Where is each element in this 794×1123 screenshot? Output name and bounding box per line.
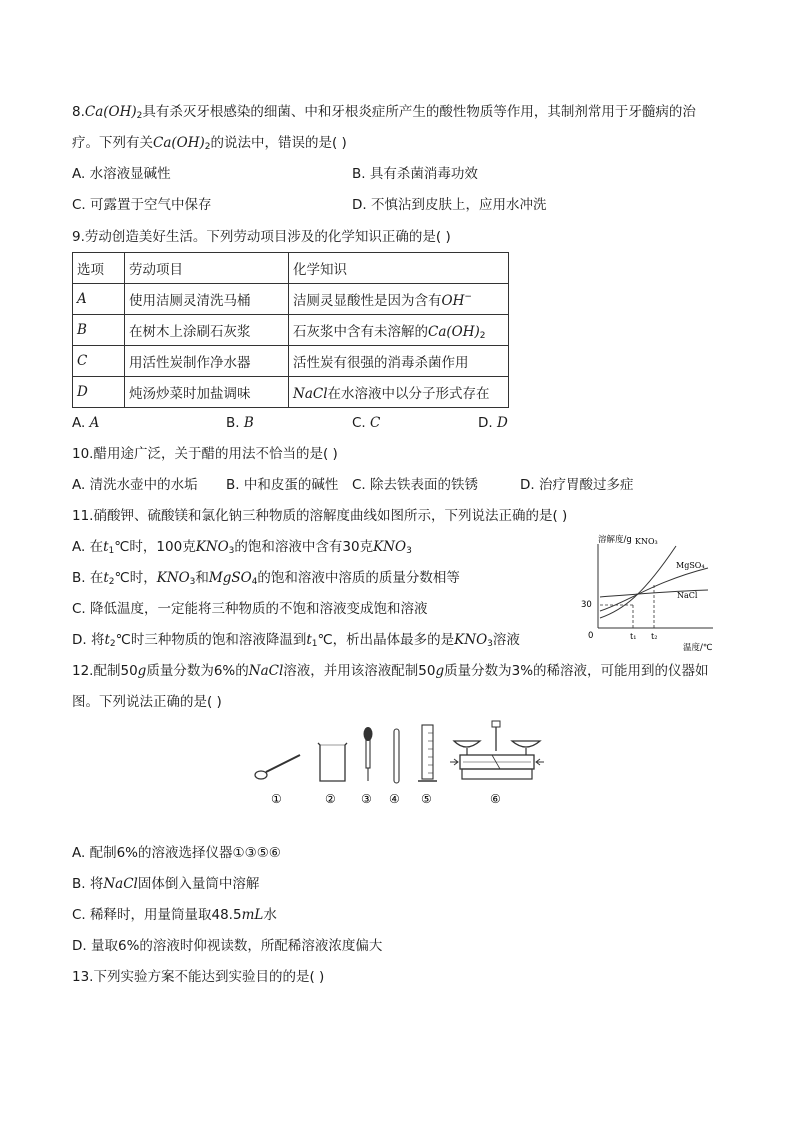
formula-nacl: NaCl	[103, 876, 138, 892]
series-label-nacl: NaCl	[677, 591, 698, 600]
q8-option-c[interactable]: C. 可露置于空气中保存	[72, 197, 212, 213]
label-instrument-6: ⑥	[490, 792, 501, 806]
formula-caoh2: Ca(OH)	[428, 323, 480, 340]
subscript: 3	[189, 577, 196, 587]
formula-caoh2: Ca(OH)	[84, 104, 137, 120]
subscript: 2	[109, 639, 116, 649]
q9-option-c[interactable]	[352, 413, 380, 433]
option-letter: D.	[478, 415, 493, 431]
table-row	[73, 315, 509, 346]
table-cell-option: B	[73, 315, 125, 346]
table-row	[73, 377, 509, 408]
text: 水	[263, 907, 277, 923]
table-cell-knowledge	[289, 377, 509, 408]
instruments-figure	[248, 715, 548, 810]
table-cell-option: C	[73, 346, 125, 377]
q10-option-d[interactable]: D. 治疗胃酸过多症	[520, 477, 634, 493]
q11-stem: 11.硝酸钾、硫酸镁和氯化钠三种物质的溶解度曲线如图所示，下列说法正确的是( )	[72, 508, 568, 524]
q12-option-a[interactable]: A. 配制6%的溶液选择仪器①③⑤⑥	[72, 845, 281, 861]
option-value: B	[243, 415, 254, 431]
q8-option-d[interactable]: D. 不慎沾到皮肤上，应用水冲洗	[352, 197, 547, 213]
q11-option-c[interactable]: C. 降低温度，一定能将三种物质的不饱和溶液变成饱和溶液	[72, 601, 428, 617]
subscript: 1	[311, 639, 318, 649]
text: 质量分数为3%的稀溶液，可能用到的仪器如	[444, 663, 709, 679]
text: C. 稀释时，用量筒量取48.5	[72, 907, 242, 923]
formula-kno3: KNO	[195, 539, 229, 555]
text: 洁厕灵显酸性是因为含有	[293, 293, 442, 309]
table-header: 选项	[73, 253, 125, 284]
q12-stem-line2: 图。下列说法正确的是( )	[72, 694, 222, 710]
option-letter: C.	[352, 415, 366, 431]
q8-text2a: 疗。下列有关	[72, 135, 153, 151]
option-value: C	[370, 415, 381, 431]
q13-stem: 13.下列实验方案不能达到实验目的的是( )	[72, 969, 325, 985]
q8-text: 具有杀灭牙根感染的细菌、中和牙根炎症所产生的酸性物质等作用，其制剂常用于牙髓病的治	[142, 104, 696, 120]
temp-symbol: t	[103, 570, 109, 586]
q9-option-d[interactable]	[478, 413, 508, 433]
option-letter: A.	[72, 415, 86, 431]
balance-scale-icon	[450, 721, 544, 779]
text: 和	[195, 570, 209, 586]
superscript: −	[464, 292, 472, 302]
unit: g	[435, 663, 445, 679]
number: 50	[418, 663, 436, 679]
subscript: 3	[406, 546, 412, 556]
formula-caoh2: Ca(OH)	[153, 135, 205, 151]
q10-option-c[interactable]: C. 除去铁表面的铁锈	[352, 477, 479, 493]
unit: g	[137, 663, 147, 679]
text: 的饱和溶液中含有30克	[234, 539, 374, 555]
table-row	[73, 346, 509, 377]
unit: mL	[241, 907, 264, 923]
q8-text2b: 的说法中，错误的是( )	[210, 135, 347, 151]
table-cell-project: 使用洁厕灵清洗马桶	[125, 284, 289, 315]
text: B. 将	[72, 876, 104, 892]
table-cell-project: 用活性炭制作净水器	[125, 346, 289, 377]
y-axis-label: 溶解度/g	[598, 535, 632, 545]
text: ℃时，100克	[114, 539, 196, 555]
label-instrument-2: ②	[325, 792, 336, 806]
q9-table	[72, 252, 509, 408]
beaker-icon	[318, 743, 347, 781]
text: 溶液，并用该溶液配制	[283, 663, 419, 679]
q9-stem: 9.劳动创造美好生活。下列劳动项目涉及的化学知识正确的是( )	[72, 229, 451, 245]
y-tick-label: 30	[581, 600, 592, 610]
q10-stem: 10.醋用途广泛，关于醋的用法不恰当的是( )	[72, 446, 338, 462]
subscript: 2	[108, 577, 115, 587]
q8-stem-line2	[72, 133, 347, 157]
option-value: A	[89, 415, 100, 431]
origin-label: 0	[588, 631, 594, 641]
formula-oh: OH	[441, 293, 465, 309]
text: 12.配制	[72, 663, 121, 679]
q8-number: 8.	[72, 104, 85, 120]
q8-option-b[interactable]: B. 具有杀菌消毒功效	[352, 166, 478, 182]
text: A. 在	[72, 539, 104, 555]
temp-symbol: t	[104, 632, 110, 648]
subscript: 2	[204, 142, 211, 152]
table-cell-knowledge	[289, 284, 509, 315]
q9-option-a[interactable]	[72, 413, 99, 433]
temp-symbol: t	[306, 632, 312, 648]
graduated-cylinder-icon	[418, 725, 437, 781]
spoon-icon	[255, 755, 300, 779]
text: D. 将	[72, 632, 105, 648]
x-axis-label: 温度/℃	[683, 643, 713, 653]
q9-option-b[interactable]	[226, 413, 254, 433]
q12-option-d[interactable]: D. 量取6%的溶液时仰视读数，所配稀溶液浓度偏大	[72, 938, 383, 954]
option-letter: B.	[226, 415, 240, 431]
series-label-mgso4: MgSO₄	[676, 561, 705, 570]
q8-stem-line1	[72, 102, 696, 126]
option-value: D	[496, 415, 508, 431]
q10-option-b[interactable]: B. 中和皮蛋的碱性	[226, 477, 339, 493]
label-instrument-4: ④	[389, 792, 400, 806]
text: 在水溶液中以分子形式存在	[327, 386, 490, 402]
text: 石灰浆中含有未溶解的	[293, 323, 428, 340]
table-cell-knowledge	[289, 315, 509, 346]
q11-option-a[interactable]	[72, 537, 412, 561]
subscript: 4	[251, 577, 258, 587]
subscript: 3	[487, 639, 493, 649]
formula-nacl: NaCl	[293, 386, 328, 402]
text: ℃时，	[114, 570, 157, 586]
table-row	[73, 284, 509, 315]
text: B. 在	[72, 570, 104, 586]
formula-mgso4: MgSO	[208, 570, 252, 586]
table-cell-option: A	[73, 284, 125, 315]
x-tick-t2: t₂	[651, 632, 658, 641]
subscript: 1	[108, 546, 115, 556]
glass-rod-icon	[394, 729, 399, 783]
text: 的饱和溶液中溶质的质量分数相等	[257, 570, 460, 586]
q12-stem-line1	[72, 661, 709, 681]
q8-option-a[interactable]: A. 水溶液显碱性	[72, 166, 171, 182]
text: 溶液	[492, 632, 520, 648]
number: 50	[120, 663, 138, 679]
table-header: 劳动项目	[125, 253, 289, 284]
q12-option-c[interactable]	[72, 905, 277, 925]
q12-option-b[interactable]	[72, 874, 259, 894]
table-header: 化学知识	[289, 253, 509, 284]
temp-symbol: t	[103, 539, 109, 555]
table-cell-project: 在树木上涂刷石灰浆	[125, 315, 289, 346]
formula-kno3: KNO	[454, 632, 488, 648]
formula-kno3: KNO	[373, 539, 407, 555]
q11-option-d[interactable]	[72, 630, 520, 654]
subscript: 2	[479, 330, 486, 341]
dropper-icon	[364, 727, 373, 781]
q10-option-a[interactable]: A. 清洗水壶中的水垢	[72, 477, 198, 493]
text: 质量分数为6%的	[146, 663, 249, 679]
text: ℃，析出晶体最多的是	[317, 632, 455, 648]
solubility-chart	[578, 530, 718, 655]
text: 固体倒入量筒中溶解	[137, 876, 260, 892]
label-instrument-5: ⑤	[421, 792, 432, 806]
formula-nacl: NaCl	[248, 663, 284, 679]
mgso4-curve	[600, 568, 708, 611]
subscript: 3	[228, 546, 235, 556]
x-tick-t1: t₁	[630, 632, 637, 641]
table-cell-project: 炖汤炒菜时加盐调味	[125, 377, 289, 408]
subscript: 2	[136, 111, 143, 121]
table-header-row	[73, 253, 509, 284]
table-cell-knowledge: 活性炭有很强的消毒杀菌作用	[289, 346, 509, 377]
q11-option-b[interactable]	[72, 568, 460, 592]
label-instrument-3: ③	[361, 792, 372, 806]
table-cell-option: D	[73, 377, 125, 408]
text: ℃时三种物质的饱和溶液降温到	[115, 632, 307, 648]
formula-kno3: KNO	[156, 570, 190, 586]
series-label-kno3: KNO₃	[635, 537, 658, 546]
label-instrument-1: ①	[271, 792, 282, 806]
